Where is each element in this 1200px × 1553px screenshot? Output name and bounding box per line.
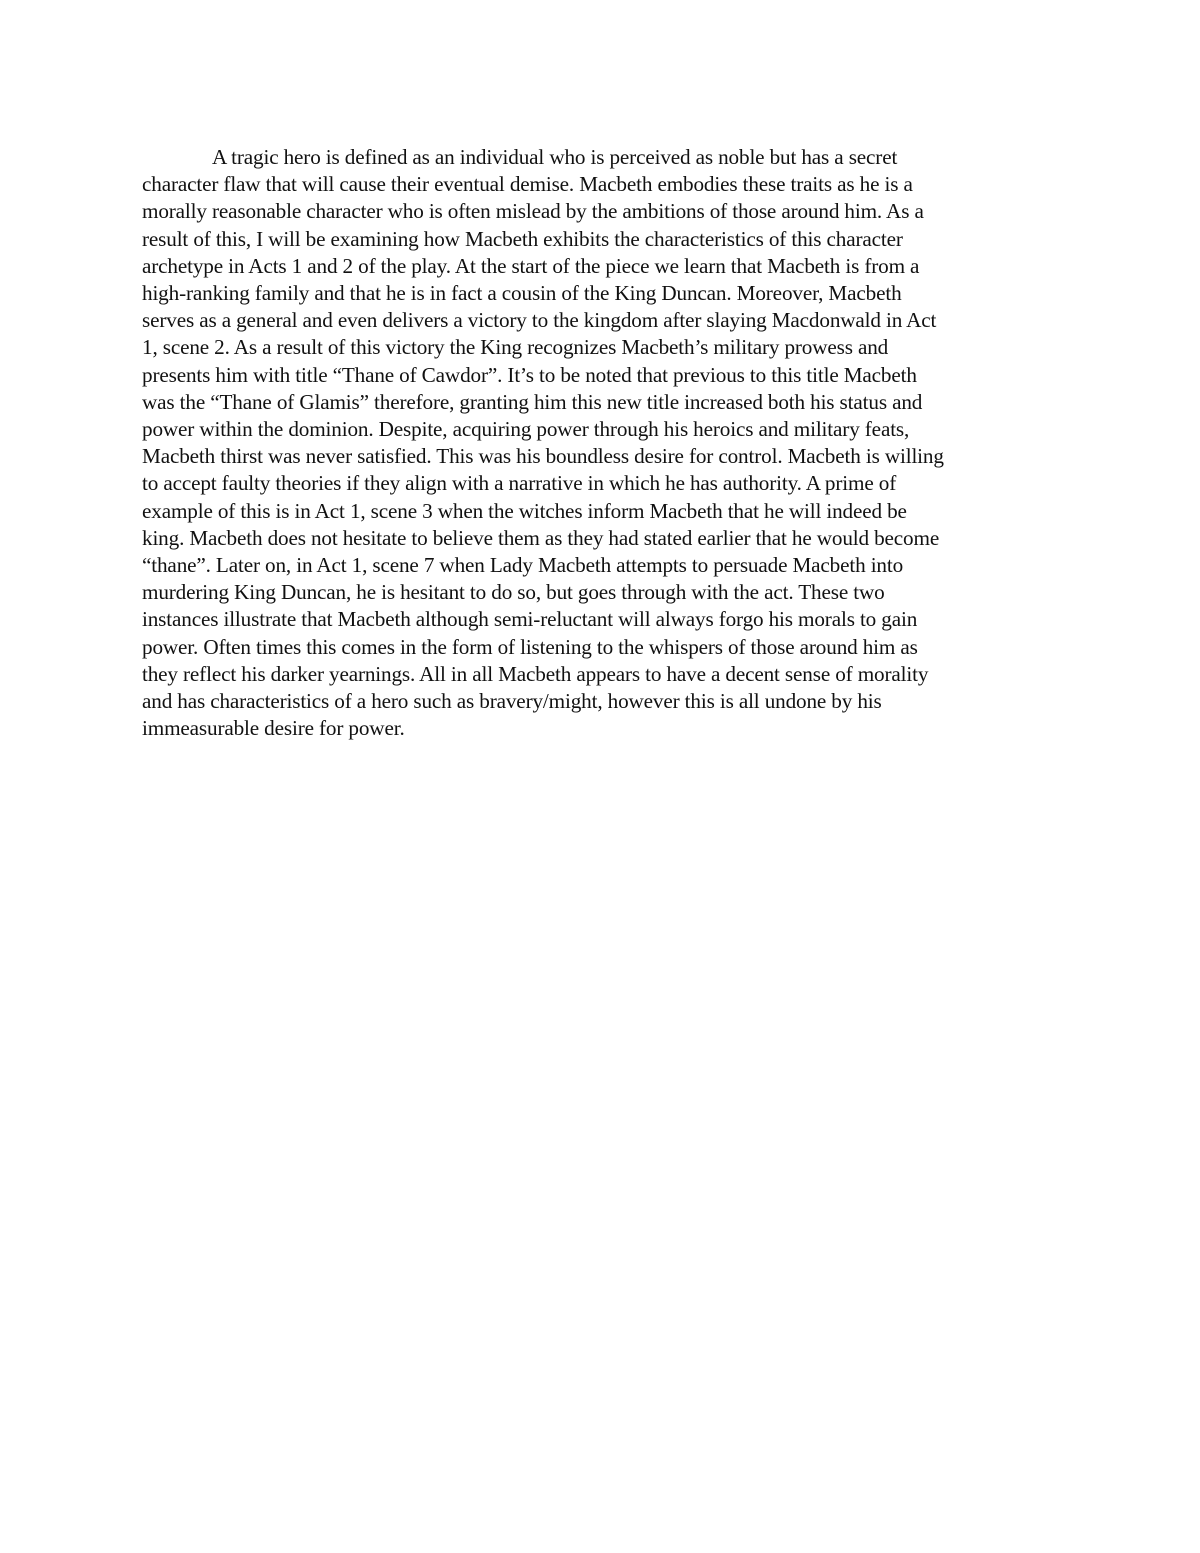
paragraph-line: was the “Thane of Glamis” therefore, granting him this new title increased both his status and (142, 389, 923, 414)
paragraph-line: instances illustrate that Macbeth although semi-reluctant will always forgo his morals to gain (142, 607, 918, 632)
paragraph-line: high-ranking family and that he is in fact a cousin of the King Duncan. Moreover, Macbeth (142, 281, 902, 306)
paragraph-line: “thane”. Later on, in Act 1, scene 7 when Lady Macbeth attempts to persuade Macbeth into (142, 553, 904, 578)
paragraph-line: result of this, I will be examining how Macbeth exhibits the characteristics of this character (142, 226, 903, 251)
paragraph-line: morally reasonable character who is often mislead by the ambitions of those around him. As a (142, 199, 924, 224)
paragraph-line: immeasurable desire for power. (142, 716, 405, 741)
paragraph-line: 1, scene 2. As a result of this victory the King recognizes Macbeth’s military prowess and (142, 335, 889, 360)
paragraph-line: and has characteristics of a hero such as bravery/might, however this is all undone by his (142, 689, 882, 714)
paragraph-line: power within the dominion. Despite, acquiring power through his heroics and military feats, (142, 417, 910, 442)
paragraph-line: example of this is in Act 1, scene 3 when the witches inform Macbeth that he will indeed be (142, 498, 907, 523)
paragraph-line: presents him with title “Thane of Cawdor”. It’s to be noted that previous to this title Macbeth (142, 362, 917, 387)
paragraph-line: Macbeth thirst was never satisfied. This was his boundless desire for control. Macbeth is willing (142, 444, 944, 469)
paragraph-line: murdering King Duncan, he is hesitant to do so, but goes through with the act. These two (142, 580, 885, 605)
paragraph-line: to accept faulty theories if they align with a narrative in which he has authority. A prime of (142, 471, 897, 496)
paragraph-line: they reflect his darker yearnings. All in all Macbeth appears to have a decent sense of morality (142, 661, 929, 686)
paragraph-line: serves as a general and even delivers a victory to the kingdom after slaying Macdonwald in Act (142, 308, 937, 333)
paragraph-line: power. Often times this comes in the form of listening to the whispers of those around him as (142, 634, 918, 659)
paragraph-line: archetype in Acts 1 and 2 of the play. At the start of the piece we learn that Macbeth is from a (142, 253, 920, 278)
essay-paragraph (142, 144, 1062, 742)
paragraph-line: character flaw that will cause their eventual demise. Macbeth embodies these traits as he is a (142, 172, 913, 197)
paragraph-line: king. Macbeth does not hesitate to believe them as they had stated earlier that he would become (142, 525, 940, 550)
paragraph-line: A tragic hero is defined as an individual who is perceived as noble but has a secret (212, 145, 898, 169)
